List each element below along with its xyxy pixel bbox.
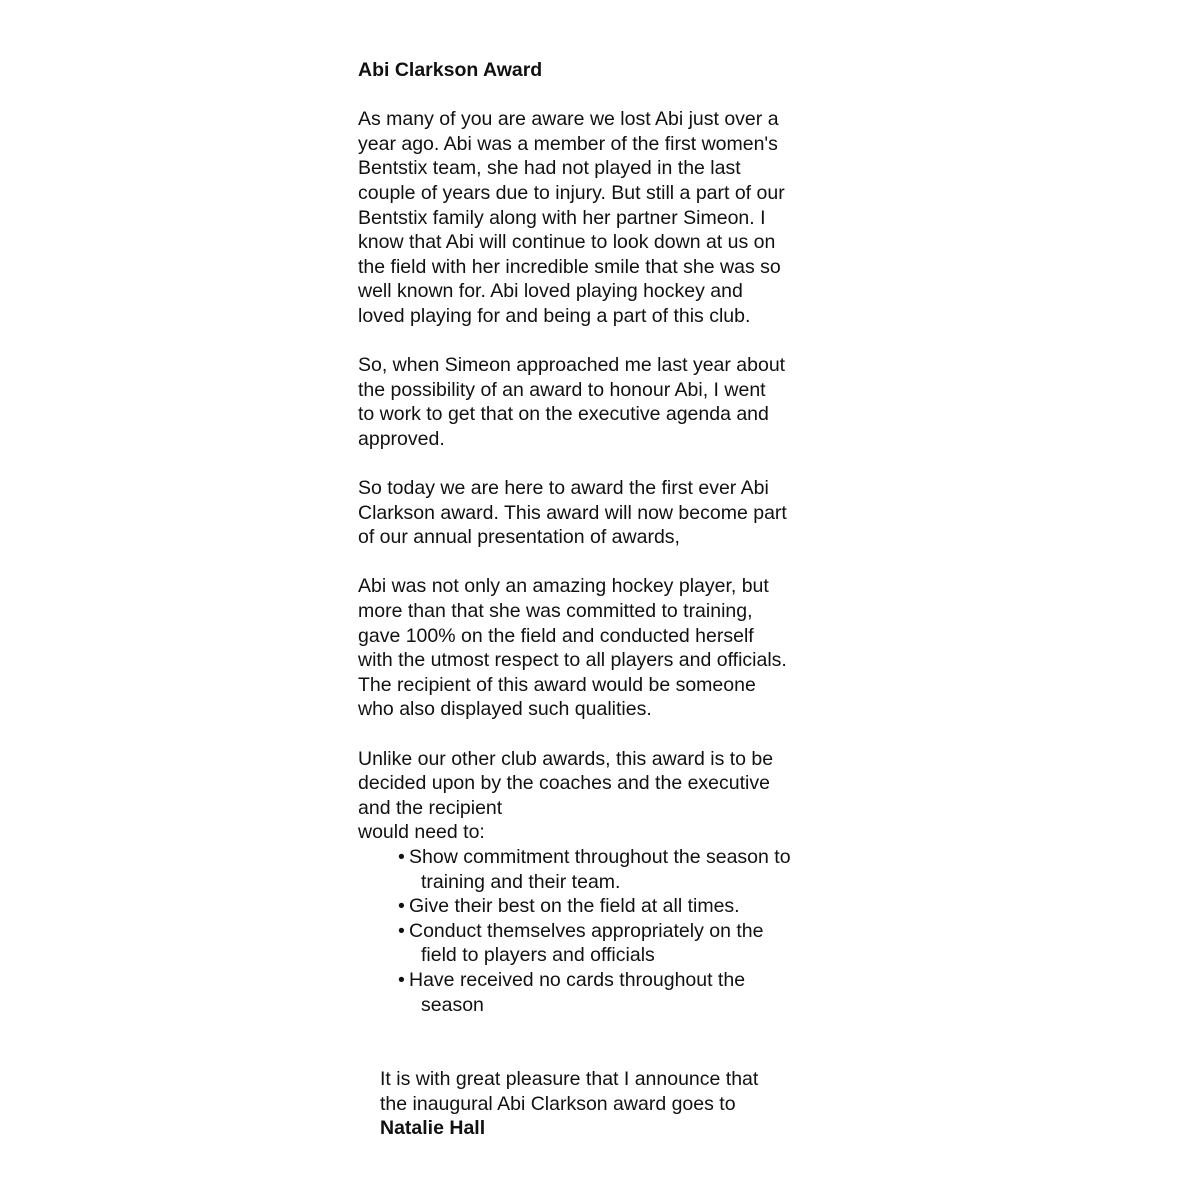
closing-line: the inaugural Abi Clarkson award goes to	[380, 1092, 736, 1115]
closing-announcement	[380, 1067, 860, 1141]
paragraph-line: with the utmost respect to all players and officials.	[358, 649, 787, 672]
criteria-item-line: season	[421, 993, 484, 1016]
paragraphs	[358, 107, 838, 845]
paragraph-line: of our annual presentation of awards,	[358, 526, 680, 549]
paragraph-line: As many of you are aware we lost Abi just over a	[358, 108, 779, 131]
paragraph-line: couple of years due to injury. But still a part of our	[358, 181, 785, 204]
paragraph-line: loved playing for and being a part of this club.	[358, 304, 751, 327]
recipient-name: Natalie Hall	[380, 1117, 486, 1140]
bullet-icon: •	[398, 895, 405, 918]
paragraph	[358, 107, 838, 328]
paragraph-line: would need to:	[358, 821, 485, 844]
paragraph	[358, 747, 838, 845]
paragraph	[358, 353, 838, 451]
paragraph-line: Unlike our other club awards, this award is to be	[358, 747, 774, 770]
criteria-item	[398, 845, 838, 894]
paragraph-line: approved.	[358, 427, 445, 450]
criteria-item	[398, 919, 838, 968]
paragraph	[358, 574, 838, 722]
criteria-item	[398, 894, 838, 919]
criteria-item-line: Give their best on the field at all times.	[409, 895, 740, 918]
criteria-item-line: Have received no cards throughout the	[409, 968, 746, 991]
criteria-item	[398, 968, 838, 1017]
paragraph	[358, 476, 838, 550]
bullet-icon: •	[398, 968, 405, 991]
criteria-item-line: Conduct themselves appropriately on the	[409, 919, 764, 942]
criteria-list	[358, 845, 838, 1017]
criteria-item-line: field to players and officials	[421, 944, 655, 967]
paragraph-line: to work to get that on the executive agenda and	[358, 403, 769, 426]
criteria-item-line: Show commitment throughout the season to	[409, 846, 791, 868]
document-title: Abi Clarkson Award	[358, 59, 543, 81]
paragraph-line: the possibility of an award to honour Abi, I went	[358, 378, 766, 401]
paragraph-line: more than that she was committed to training,	[358, 600, 753, 623]
paragraph-line: gave 100% on the field and conducted herself	[358, 624, 754, 647]
paragraph-line: decided upon by the coaches and the executive	[358, 772, 770, 795]
bullet-icon: •	[398, 919, 405, 942]
bullet-icon: •	[398, 846, 405, 868]
paragraph-line: who also displayed such qualities.	[358, 698, 652, 721]
paragraph-line: Abi was not only an amazing hockey player, but	[358, 575, 769, 598]
paragraph-line: So, when Simeon approached me last year about	[358, 354, 786, 377]
paragraph-line: the field with her incredible smile that she was so	[358, 255, 781, 278]
paragraph-line: Bentstix team, she had not played in the last	[358, 157, 741, 180]
paragraph-line: The recipient of this award would be someone	[358, 673, 756, 696]
paragraph-line: well known for. Abi loved playing hockey and	[358, 280, 743, 303]
closing-line: It is with great pleasure that I announce that	[380, 1068, 759, 1090]
criteria-item-line: training and their team.	[421, 870, 621, 893]
paragraph-line: Bentstix family along with her partner Simeon. I	[358, 206, 766, 229]
paragraph-line: So today we are here to award the first ever Abi	[358, 477, 769, 500]
paragraph-line: know that Abi will continue to look down at us on	[358, 231, 776, 254]
paragraph-line: year ago. Abi was a member of the first women's	[358, 132, 778, 155]
document-body	[358, 58, 838, 1017]
paragraph-line: Clarkson award. This award will now become part	[358, 501, 787, 524]
paragraph-line: and the recipient	[358, 796, 503, 819]
